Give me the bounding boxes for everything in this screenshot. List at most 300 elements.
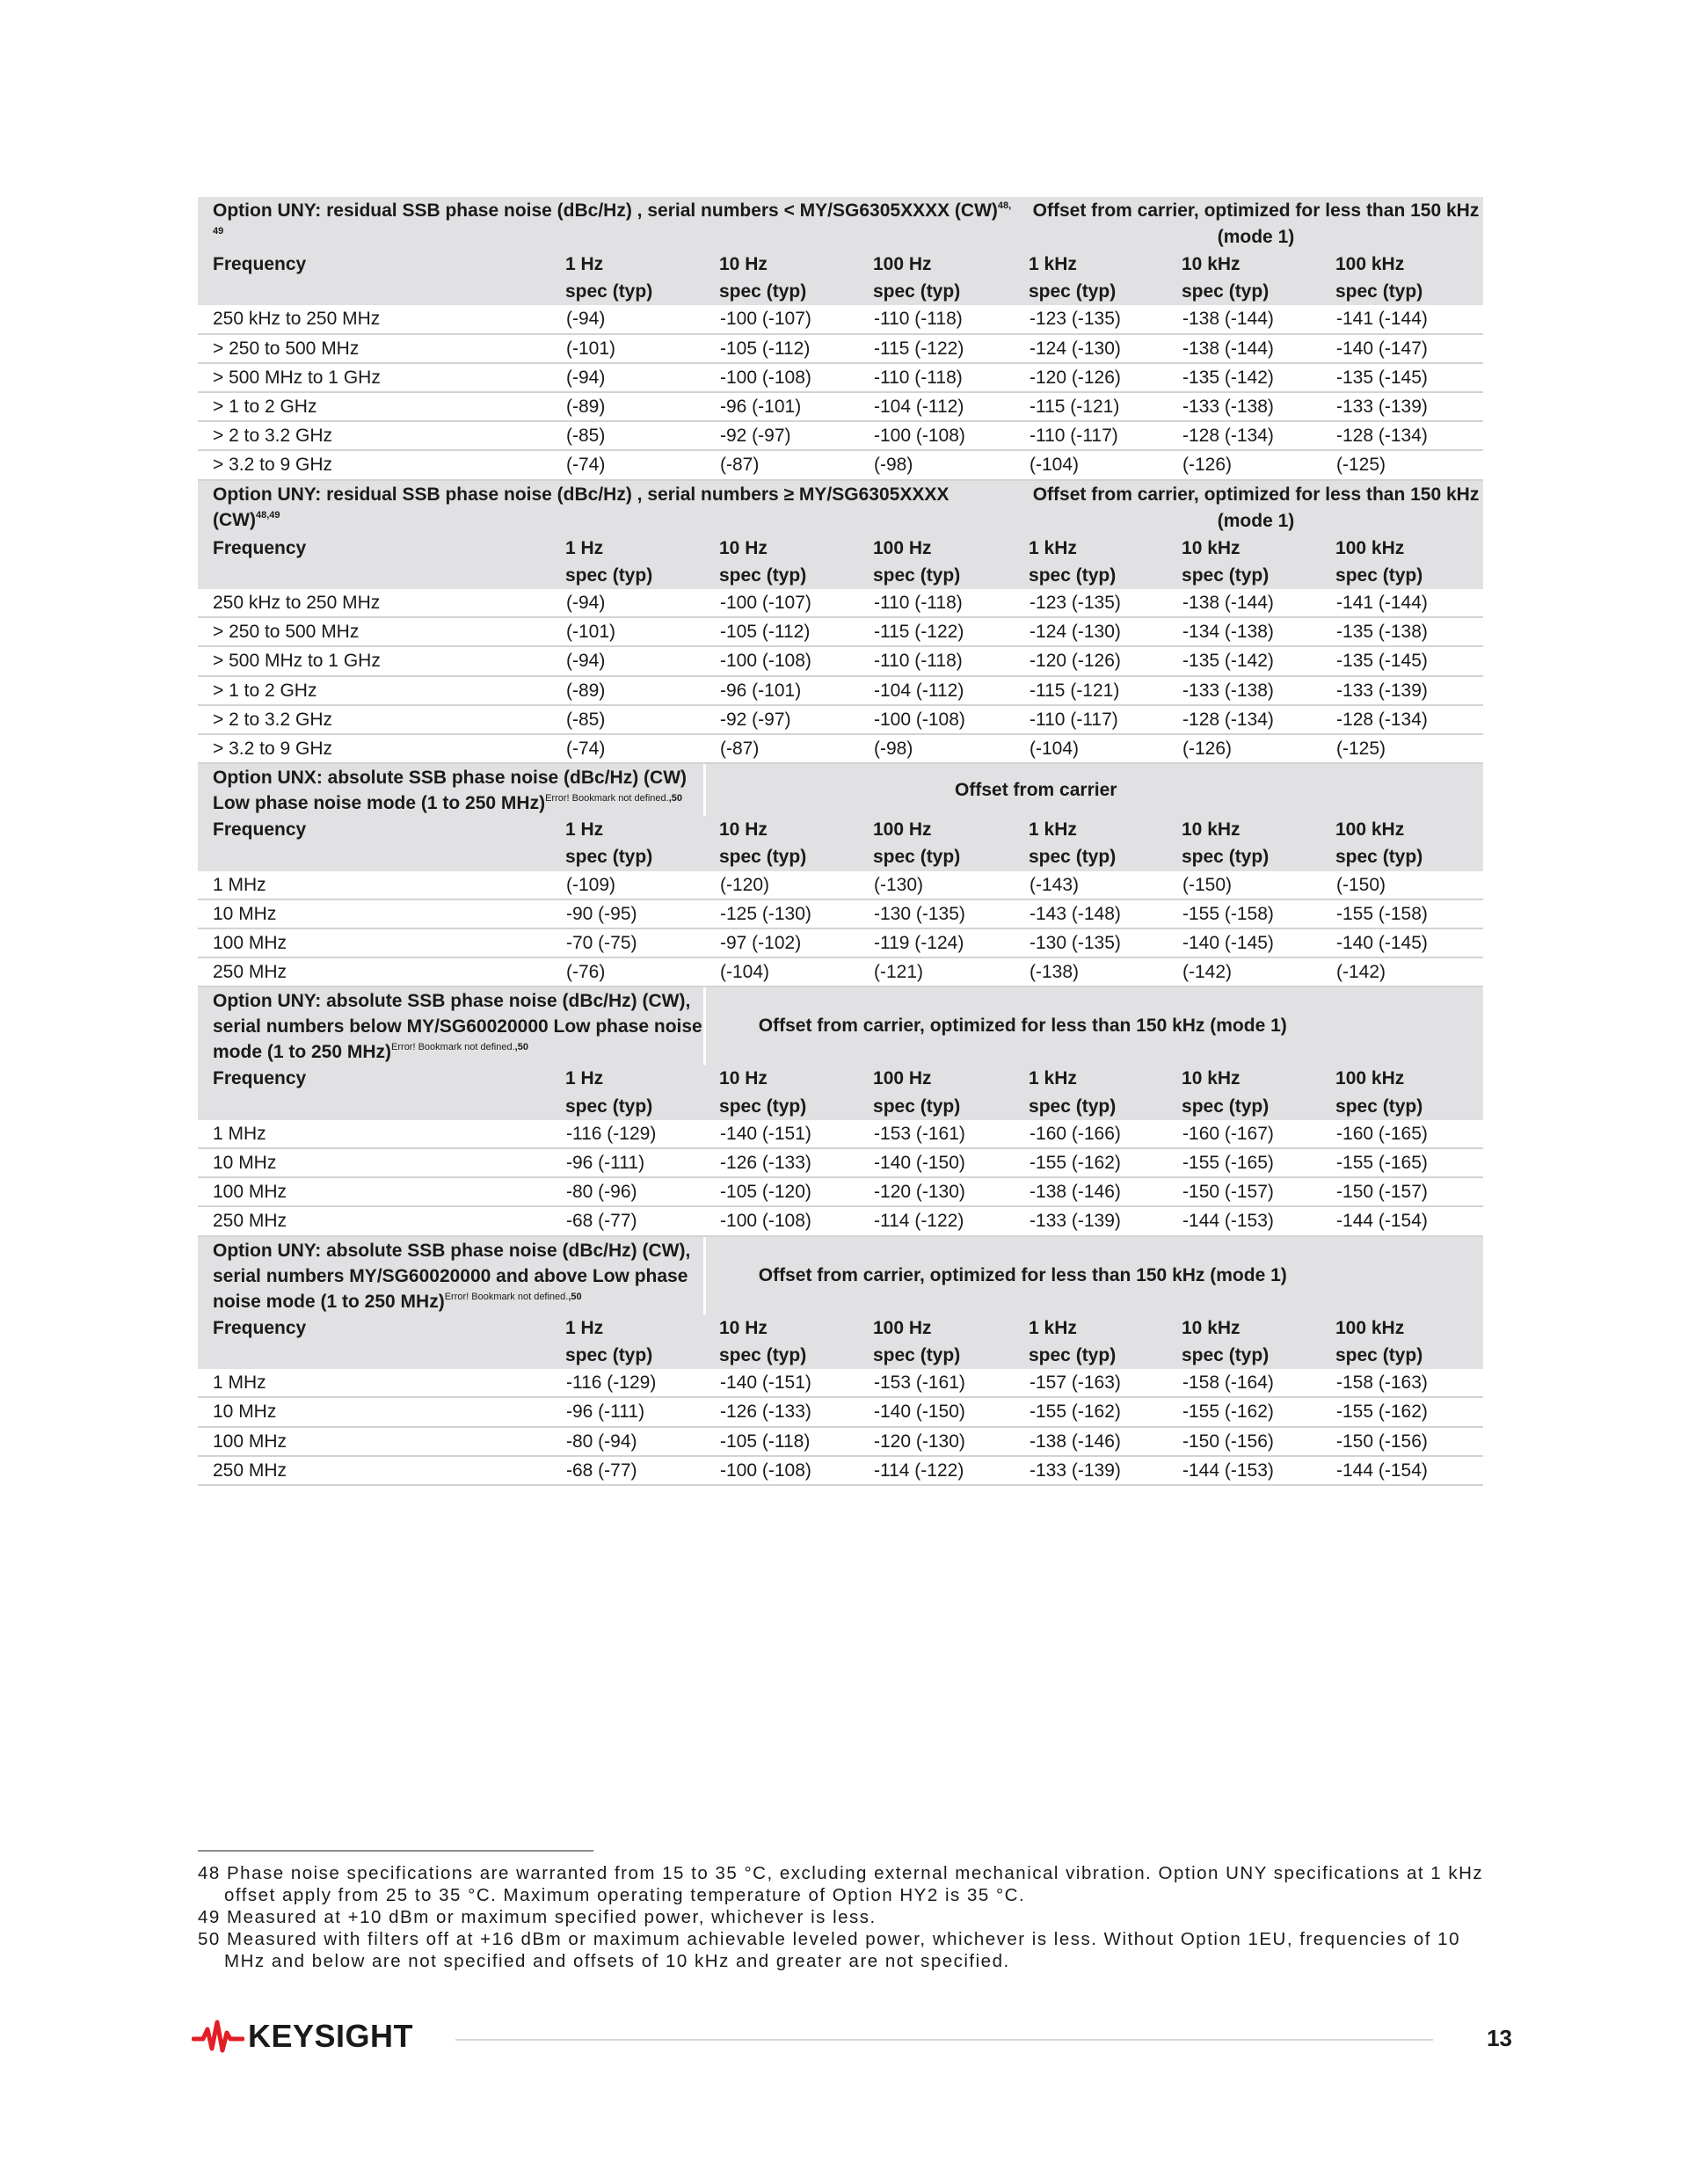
value-cell: -158 (-163) <box>1321 1369 1483 1397</box>
table-title-row <box>198 1237 1483 1314</box>
footnote-ref: ,50 <box>568 1291 582 1302</box>
offset-header: 10 Hz <box>704 1314 858 1342</box>
offset-header: 10 kHz <box>1167 251 1321 278</box>
frequency-cell: 100 MHz <box>198 1177 550 1206</box>
value-cell: (-74) <box>550 734 704 763</box>
spec-subheader: spec (typ) <box>1321 1342 1483 1369</box>
spec-subheader: spec (typ) <box>858 1093 1014 1120</box>
value-cell: -143 (-148) <box>1014 899 1167 928</box>
value-cell: -119 (-124) <box>858 928 1014 957</box>
value-cell: -135 (-145) <box>1321 646 1483 675</box>
value-cell: -141 (-144) <box>1321 589 1483 617</box>
offset-header: 100 Hz <box>858 251 1014 278</box>
value-cell: -144 (-153) <box>1167 1456 1321 1485</box>
footnote-divider <box>198 1850 593 1852</box>
frequency-cell: 250 MHz <box>198 957 550 986</box>
spec-subheader: spec (typ) <box>1321 562 1483 589</box>
value-cell: -150 (-157) <box>1167 1177 1321 1206</box>
frequency-cell: 1 MHz <box>198 1120 550 1148</box>
value-cell: -100 (-108) <box>858 705 1014 734</box>
value-cell: (-94) <box>550 305 704 333</box>
value-cell: -104 (-112) <box>858 676 1014 705</box>
bookmark-error: Error! Bookmark not defined. <box>545 793 669 804</box>
value-cell: -128 (-134) <box>1321 421 1483 450</box>
value-cell: -155 (-162) <box>1321 1397 1483 1426</box>
phase-noise-table-uny-absolute-below <box>198 987 1483 1236</box>
bookmark-error: Error! Bookmark not defined. <box>444 1291 569 1302</box>
value-cell: -150 (-156) <box>1321 1427 1483 1456</box>
value-cell: (-98) <box>858 450 1014 479</box>
value-cell: (-94) <box>550 589 704 617</box>
offset-label: Offset from carrier, optimized for less than 150 kHz (mode 1) <box>704 1237 1483 1314</box>
value-cell: -110 (-118) <box>858 646 1014 675</box>
value-cell: -128 (-134) <box>1321 705 1483 734</box>
table-row <box>198 450 1483 479</box>
frequency-cell: 100 MHz <box>198 928 550 957</box>
table-row <box>198 871 1483 899</box>
table-row <box>198 1369 1483 1397</box>
offset-header-row <box>198 1314 1483 1342</box>
offset-header: 1 Hz <box>550 816 704 843</box>
offset-header: 100 kHz <box>1321 816 1483 843</box>
offset-header: 100 Hz <box>858 1314 1014 1342</box>
table-row <box>198 1120 1483 1148</box>
value-cell: -97 (-102) <box>704 928 858 957</box>
table-row <box>198 305 1483 333</box>
table-row <box>198 734 1483 763</box>
offset-header: 100 kHz <box>1321 1314 1483 1342</box>
value-cell: -128 (-134) <box>1167 705 1321 734</box>
offset-label: Offset from carrier, optimized for less than 150 kHz (mode 1) <box>1014 197 1483 251</box>
value-cell: -115 (-121) <box>1014 676 1167 705</box>
value-cell: (-89) <box>550 676 704 705</box>
value-cell: -141 (-144) <box>1321 305 1483 333</box>
table-row <box>198 617 1483 646</box>
subheader-row <box>198 843 1483 870</box>
value-cell: (-104) <box>704 957 858 986</box>
footnote-ref: ,50 <box>668 793 682 804</box>
value-cell: -114 (-122) <box>858 1206 1014 1235</box>
table-row <box>198 1397 1483 1426</box>
value-cell: -128 (-134) <box>1167 421 1321 450</box>
value-cell: -110 (-117) <box>1014 705 1167 734</box>
frequency-cell: > 500 MHz to 1 GHz <box>198 646 550 675</box>
value-cell: (-104) <box>1014 734 1167 763</box>
value-cell: (-104) <box>1014 450 1167 479</box>
value-cell: -68 (-77) <box>550 1456 704 1485</box>
frequency-cell: 1 MHz <box>198 1369 550 1397</box>
table-row <box>198 899 1483 928</box>
value-cell: -96 (-111) <box>550 1148 704 1177</box>
value-cell: -105 (-118) <box>704 1427 858 1456</box>
footnote-49: 49 Measured at +10 dBm or maximum specified power, whichever is less. <box>198 1907 877 1927</box>
spec-subheader: spec (typ) <box>858 843 1014 870</box>
value-cell: (-120) <box>704 871 858 899</box>
offset-header: 100 kHz <box>1321 251 1483 278</box>
value-cell: -126 (-133) <box>704 1397 858 1426</box>
value-cell: -160 (-167) <box>1167 1120 1321 1148</box>
value-cell: (-142) <box>1167 957 1321 986</box>
value-cell: -120 (-126) <box>1014 646 1167 675</box>
value-cell: -100 (-108) <box>704 1456 858 1485</box>
value-cell: (-76) <box>550 957 704 986</box>
offset-label: Offset from carrier <box>704 764 1483 816</box>
spec-subheader: spec (typ) <box>550 1093 704 1120</box>
offset-header: 10 kHz <box>1167 816 1321 843</box>
value-cell: -100 (-107) <box>704 305 858 333</box>
spec-subheader: spec (typ) <box>858 278 1014 305</box>
value-cell: (-94) <box>550 363 704 392</box>
value-cell: -92 (-97) <box>704 705 858 734</box>
value-cell: -140 (-150) <box>858 1148 1014 1177</box>
footer-divider <box>455 2039 1433 2041</box>
spec-subheader: spec (typ) <box>1014 1342 1167 1369</box>
value-cell: -157 (-163) <box>1014 1369 1167 1397</box>
offset-label: Offset from carrier, optimized for less than 150 kHz (mode 1) <box>704 987 1483 1065</box>
frequency-cell: > 250 to 500 MHz <box>198 334 550 363</box>
table-row <box>198 646 1483 675</box>
value-cell: -105 (-112) <box>704 617 858 646</box>
value-cell: (-125) <box>1321 734 1483 763</box>
value-cell: -105 (-112) <box>704 334 858 363</box>
table-row <box>198 421 1483 450</box>
offset-header-row <box>198 1065 1483 1092</box>
frequency-header: Frequency <box>198 816 550 843</box>
value-cell: (-101) <box>550 617 704 646</box>
value-cell: -135 (-138) <box>1321 617 1483 646</box>
value-cell: -135 (-142) <box>1167 646 1321 675</box>
value-cell: (-150) <box>1321 871 1483 899</box>
table-row <box>198 957 1483 986</box>
value-cell: -124 (-130) <box>1014 334 1167 363</box>
offset-header: 100 Hz <box>858 816 1014 843</box>
footnote-ref: 48, 49 <box>213 200 1012 237</box>
offset-header: 10 kHz <box>1167 535 1321 562</box>
table-row <box>198 1427 1483 1456</box>
value-cell: (-74) <box>550 450 704 479</box>
value-cell: (-150) <box>1167 871 1321 899</box>
table-row <box>198 334 1483 363</box>
table-row <box>198 1177 1483 1206</box>
value-cell: (-126) <box>1167 734 1321 763</box>
value-cell: -133 (-138) <box>1167 392 1321 421</box>
value-cell: (-87) <box>704 450 858 479</box>
value-cell: -155 (-158) <box>1167 899 1321 928</box>
value-cell: (-143) <box>1014 871 1167 899</box>
spec-subheader: spec (typ) <box>704 562 858 589</box>
value-cell: -134 (-138) <box>1167 617 1321 646</box>
value-cell: -158 (-164) <box>1167 1369 1321 1397</box>
phase-noise-table-unx-absolute <box>198 764 1483 987</box>
value-cell: -133 (-139) <box>1321 392 1483 421</box>
offset-header: 1 kHz <box>1014 816 1167 843</box>
value-cell: (-85) <box>550 705 704 734</box>
value-cell: -130 (-135) <box>858 899 1014 928</box>
value-cell: (-101) <box>550 334 704 363</box>
value-cell: -116 (-129) <box>550 1369 704 1397</box>
bookmark-error: Error! Bookmark not defined. <box>391 1042 515 1053</box>
value-cell: -90 (-95) <box>550 899 704 928</box>
value-cell: -140 (-151) <box>704 1369 858 1397</box>
footnotes <box>198 1862 1490 1972</box>
offset-header: 1 kHz <box>1014 1314 1167 1342</box>
table-row <box>198 1148 1483 1177</box>
frequency-cell: > 500 MHz to 1 GHz <box>198 363 550 392</box>
value-cell: (-109) <box>550 871 704 899</box>
spec-subheader: spec (typ) <box>550 278 704 305</box>
offset-label: Offset from carrier, optimized for less than 150 kHz (mode 1) <box>1014 481 1483 535</box>
spec-subheader: spec (typ) <box>858 1342 1014 1369</box>
value-cell: -155 (-165) <box>1167 1148 1321 1177</box>
spec-subheader: spec (typ) <box>704 1093 858 1120</box>
value-cell: -96 (-111) <box>550 1397 704 1426</box>
offset-header: 1 kHz <box>1014 1065 1167 1092</box>
spec-subheader: spec (typ) <box>1167 1093 1321 1120</box>
spec-subheader: spec (typ) <box>550 843 704 870</box>
table-title-row <box>198 764 1483 816</box>
table-row <box>198 928 1483 957</box>
value-cell: (-126) <box>1167 450 1321 479</box>
value-cell: -123 (-135) <box>1014 589 1167 617</box>
value-cell: -68 (-77) <box>550 1206 704 1235</box>
frequency-cell: > 2 to 3.2 GHz <box>198 705 550 734</box>
frequency-header: Frequency <box>198 1314 550 1342</box>
table-row <box>198 1456 1483 1485</box>
offset-header: 1 Hz <box>550 1314 704 1342</box>
frequency-cell: > 3.2 to 9 GHz <box>198 450 550 479</box>
phase-noise-table-uny-absolute-above <box>198 1237 1483 1486</box>
offset-header: 1 Hz <box>550 1065 704 1092</box>
table-row <box>198 589 1483 617</box>
value-cell: -124 (-130) <box>1014 617 1167 646</box>
offset-header: 1 Hz <box>550 251 704 278</box>
value-cell: -96 (-101) <box>704 392 858 421</box>
value-cell: (-94) <box>550 646 704 675</box>
offset-header: 100 Hz <box>858 535 1014 562</box>
offset-header: 10 Hz <box>704 535 858 562</box>
offset-header: 10 Hz <box>704 816 858 843</box>
offset-header: 100 kHz <box>1321 1065 1483 1092</box>
value-cell: -135 (-142) <box>1167 363 1321 392</box>
frequency-cell: 10 MHz <box>198 899 550 928</box>
table-row <box>198 1206 1483 1235</box>
spec-subheader: spec (typ) <box>1321 843 1483 870</box>
spec-subheader: spec (typ) <box>550 562 704 589</box>
spec-subheader: spec (typ) <box>1321 1093 1483 1120</box>
value-cell: -110 (-118) <box>858 305 1014 333</box>
spec-subheader: spec (typ) <box>704 1342 858 1369</box>
value-cell: -153 (-161) <box>858 1120 1014 1148</box>
offset-header-row <box>198 816 1483 843</box>
spec-tables <box>198 197 1483 1486</box>
value-cell: -155 (-162) <box>1014 1397 1167 1426</box>
footnote-ref: ,50 <box>514 1042 528 1053</box>
value-cell: -126 (-133) <box>704 1148 858 1177</box>
table-title: Option UNY: residual SSB phase noise (dBc/Hz) , serial numbers ≥ MY/SG6305XXXX (CW)$^{48,49}$ <box>198 481 1014 535</box>
offset-header-row <box>198 535 1483 562</box>
offset-header: 1 kHz <box>1014 251 1167 278</box>
value-cell: -120 (-130) <box>858 1177 1014 1206</box>
offset-header: 100 Hz <box>858 1065 1014 1092</box>
value-cell: -100 (-108) <box>704 646 858 675</box>
value-cell: -150 (-156) <box>1167 1427 1321 1456</box>
value-cell: -115 (-122) <box>858 334 1014 363</box>
value-cell: -120 (-126) <box>1014 363 1167 392</box>
table-title-row <box>198 481 1483 535</box>
spec-subheader: spec (typ) <box>704 278 858 305</box>
offset-header: 1 kHz <box>1014 535 1167 562</box>
table-title: Option UNY: absolute SSB phase noise (dBc/Hz) (CW), serial numbers below MY/SG60020000 Low phase noise mode (1 to 250 MHz)$^{Error! Bookmark not defined.,50}$ <box>198 987 704 1065</box>
value-cell: -80 (-96) <box>550 1177 704 1206</box>
offset-header: 10 kHz <box>1167 1314 1321 1342</box>
value-cell: -70 (-75) <box>550 928 704 957</box>
value-cell: -138 (-146) <box>1014 1427 1167 1456</box>
frequency-cell: 250 kHz to 250 MHz <box>198 589 550 617</box>
frequency-header: Frequency <box>198 251 550 278</box>
value-cell: -100 (-108) <box>858 421 1014 450</box>
value-cell: -125 (-130) <box>704 899 858 928</box>
keysight-wave-icon <box>192 2017 244 2056</box>
value-cell: (-130) <box>858 871 1014 899</box>
value-cell: -138 (-144) <box>1167 334 1321 363</box>
value-cell: -150 (-157) <box>1321 1177 1483 1206</box>
table-title: Option UNX: absolute SSB phase noise (dBc/Hz) (CW) Low phase noise mode (1 to 250 MHz)$^{Error! Bookmark not defined.,50}$ <box>198 764 704 816</box>
value-cell: -160 (-165) <box>1321 1120 1483 1148</box>
value-cell: -96 (-101) <box>704 676 858 705</box>
value-cell: -155 (-165) <box>1321 1148 1483 1177</box>
offset-header: 10 kHz <box>1167 1065 1321 1092</box>
value-cell: (-89) <box>550 392 704 421</box>
table-row <box>198 676 1483 705</box>
value-cell: -140 (-150) <box>858 1397 1014 1426</box>
spec-subheader: spec (typ) <box>1014 843 1167 870</box>
footnote-50: 50 Measured with filters off at +16 dBm or maximum achievable leveled power, whichever is less. Without Option 1EU, frequencies of 10 MHz and below are not specified and offsets of 10 kHz and greater are not specified. <box>198 1929 1460 1971</box>
offset-header: 10 Hz <box>704 251 858 278</box>
value-cell: -110 (-117) <box>1014 421 1167 450</box>
table-title: Option UNY: residual SSB phase noise (dBc/Hz) , serial numbers < MY/SG6305XXXX (CW)$^{48, 49}$ <box>198 197 1014 251</box>
frequency-cell: 250 MHz <box>198 1206 550 1235</box>
value-cell: -110 (-118) <box>858 363 1014 392</box>
subheader-row <box>198 1342 1483 1369</box>
value-cell: -155 (-162) <box>1167 1397 1321 1426</box>
value-cell: -115 (-121) <box>1014 392 1167 421</box>
value-cell: -104 (-112) <box>858 392 1014 421</box>
value-cell: -144 (-154) <box>1321 1206 1483 1235</box>
value-cell: (-87) <box>704 734 858 763</box>
spec-subheader: spec (typ) <box>1014 278 1167 305</box>
spec-subheader: spec (typ) <box>550 1342 704 1369</box>
spec-subheader: spec (typ) <box>858 562 1014 589</box>
value-cell: (-121) <box>858 957 1014 986</box>
value-cell: -133 (-139) <box>1014 1206 1167 1235</box>
value-cell: -100 (-107) <box>704 589 858 617</box>
frequency-cell: 250 kHz to 250 MHz <box>198 305 550 333</box>
value-cell: -114 (-122) <box>858 1456 1014 1485</box>
footnote-48: 48 Phase noise specifications are warranted from 15 to 35 °C, excluding external mechanical vibration. Option UNY specifications at 1 kHz offset apply from 25 to 35 °C. Maximum operating temperature of Option HY2 is 35 °C. <box>198 1863 1484 1905</box>
value-cell: -115 (-122) <box>858 617 1014 646</box>
value-cell: -144 (-154) <box>1321 1456 1483 1485</box>
table-row <box>198 363 1483 392</box>
value-cell: -140 (-151) <box>704 1120 858 1148</box>
value-cell: -123 (-135) <box>1014 305 1167 333</box>
value-cell: -100 (-108) <box>704 1206 858 1235</box>
value-cell: -140 (-145) <box>1167 928 1321 957</box>
value-cell: -116 (-129) <box>550 1120 704 1148</box>
value-cell: -160 (-166) <box>1014 1120 1167 1148</box>
offset-header: 10 Hz <box>704 1065 858 1092</box>
page-number: 13 <box>1487 2025 1512 2051</box>
value-cell: -140 (-145) <box>1321 928 1483 957</box>
value-cell: (-142) <box>1321 957 1483 986</box>
value-cell: -144 (-153) <box>1167 1206 1321 1235</box>
value-cell: -105 (-120) <box>704 1177 858 1206</box>
spec-subheader: spec (typ) <box>1014 562 1167 589</box>
spec-subheader: spec (typ) <box>1167 278 1321 305</box>
frequency-cell: > 1 to 2 GHz <box>198 676 550 705</box>
spec-subheader: spec (typ) <box>1167 843 1321 870</box>
phase-noise-table-residual-below <box>198 197 1483 481</box>
frequency-header: Frequency <box>198 1065 550 1092</box>
value-cell: -92 (-97) <box>704 421 858 450</box>
table-title: Option UNY: absolute SSB phase noise (dBc/Hz) (CW), serial numbers MY/SG60020000 and above Low phase noise mode (1 to 250 MHz)$^{Error! Bookmark not defined.,50}$ <box>198 1237 704 1314</box>
keysight-logo <box>192 2017 413 2056</box>
value-cell: (-98) <box>858 734 1014 763</box>
value-cell: (-138) <box>1014 957 1167 986</box>
value-cell: -133 (-139) <box>1014 1456 1167 1485</box>
frequency-cell: 100 MHz <box>198 1427 550 1456</box>
frequency-cell: 10 MHz <box>198 1148 550 1177</box>
phase-noise-table-residual-above <box>198 481 1483 765</box>
value-cell: -138 (-144) <box>1167 305 1321 333</box>
spec-subheader: spec (typ) <box>1014 1093 1167 1120</box>
value-cell: -133 (-138) <box>1167 676 1321 705</box>
frequency-cell: > 3.2 to 9 GHz <box>198 734 550 763</box>
frequency-header: Frequency <box>198 535 550 562</box>
brand-name: KEYSIGHT <box>248 2018 414 2054</box>
frequency-cell: > 250 to 500 MHz <box>198 617 550 646</box>
subheader-row <box>198 278 1483 305</box>
spec-subheader: spec (typ) <box>1321 278 1483 305</box>
spec-subheader: spec (typ) <box>1167 562 1321 589</box>
value-cell: (-125) <box>1321 450 1483 479</box>
offset-header-row <box>198 251 1483 278</box>
value-cell: -133 (-139) <box>1321 676 1483 705</box>
value-cell: -155 (-162) <box>1014 1148 1167 1177</box>
value-cell: -110 (-118) <box>858 589 1014 617</box>
subheader-row <box>198 562 1483 589</box>
frequency-cell: 10 MHz <box>198 1397 550 1426</box>
value-cell: -80 (-94) <box>550 1427 704 1456</box>
value-cell: -130 (-135) <box>1014 928 1167 957</box>
value-cell: -120 (-130) <box>858 1427 1014 1456</box>
frequency-cell: 1 MHz <box>198 871 550 899</box>
value-cell: -155 (-158) <box>1321 899 1483 928</box>
subheader-row <box>198 1093 1483 1120</box>
value-cell: -153 (-161) <box>858 1369 1014 1397</box>
table-title-row <box>198 987 1483 1065</box>
spec-subheader: spec (typ) <box>1167 1342 1321 1369</box>
table-row <box>198 392 1483 421</box>
offset-header: 100 kHz <box>1321 535 1483 562</box>
frequency-cell: > 1 to 2 GHz <box>198 392 550 421</box>
value-cell: -140 (-147) <box>1321 334 1483 363</box>
offset-header: 1 Hz <box>550 535 704 562</box>
table-title-row <box>198 197 1483 251</box>
frequency-cell: > 2 to 3.2 GHz <box>198 421 550 450</box>
value-cell: -138 (-144) <box>1167 589 1321 617</box>
spec-subheader: spec (typ) <box>704 843 858 870</box>
table-row <box>198 705 1483 734</box>
